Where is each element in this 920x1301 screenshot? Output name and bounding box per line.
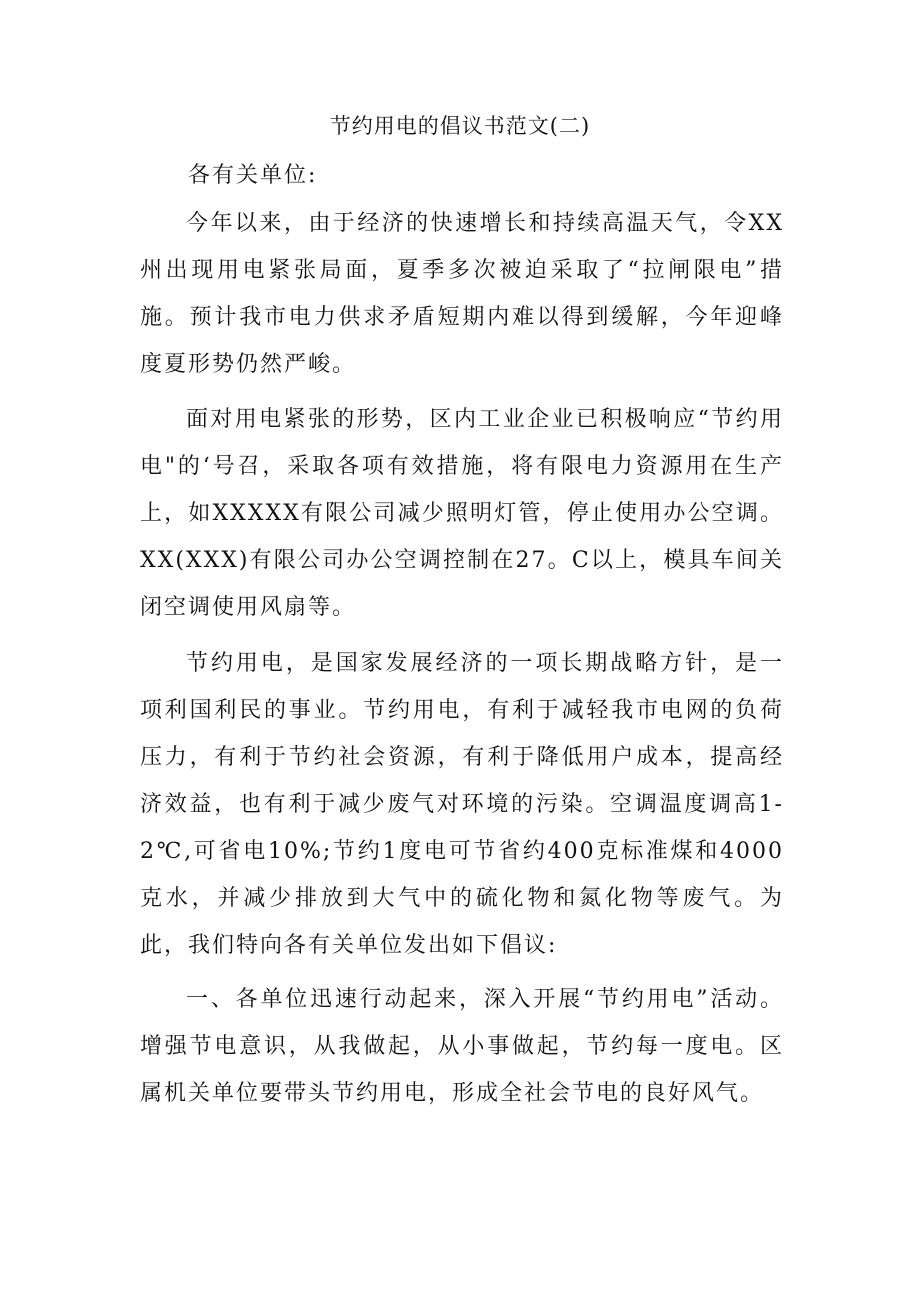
paragraph-4: 一、各单位迅速行动起来，深入开展“节约用电”活动。增强节电意识，从我做起，从小事做起，节约每一度电。区属机关单位要带头节约用电，形成全社会节电的良好风气。 xyxy=(140,987,784,1106)
paragraph-2: 面对用电紧张的形势，区内工业企业已积极响应“节约用电"的‘号召，采取各项有效措施，将有限电力资源用在生产上，如XXXXX有限公司减少照明灯管，停止使用办公空调。XX(XXX)有限公司办公空调控制在27。C以上，模具车间关闭空调使用风扇等。 xyxy=(140,407,784,620)
salutation: 各有关单位: xyxy=(188,163,318,188)
paragraph-1: 今年以来，由于经济的快速增长和持续高温天气，令XX州出现用电紧张局面，夏季多次被迫采取了“拉闸限电”措施。预计我市电力供求矛盾短期内难以得到缓解，今年迎峰度夏形势仍然严峻。 xyxy=(140,211,784,377)
document-title: 节约用电的倡议书范文(二) xyxy=(329,114,591,138)
paragraph-3: 节约用电，是国家发展经济的一项长期战略方针，是一项利国利民的事业。节约用电，有利于减轻我市电网的负荷压力，有利于节约社会资源，有利于降低用户成本，提高经济效益，也有利于减少废气对环境的污染。空调温度调高1-2℃,可省电10%;节约1度电可节省约400克标准煤和4000克水，并减少排放到大气中的硫化物和氮化物等废气。为此，我们特向各有关单位发出如下倡议: xyxy=(140,651,784,958)
